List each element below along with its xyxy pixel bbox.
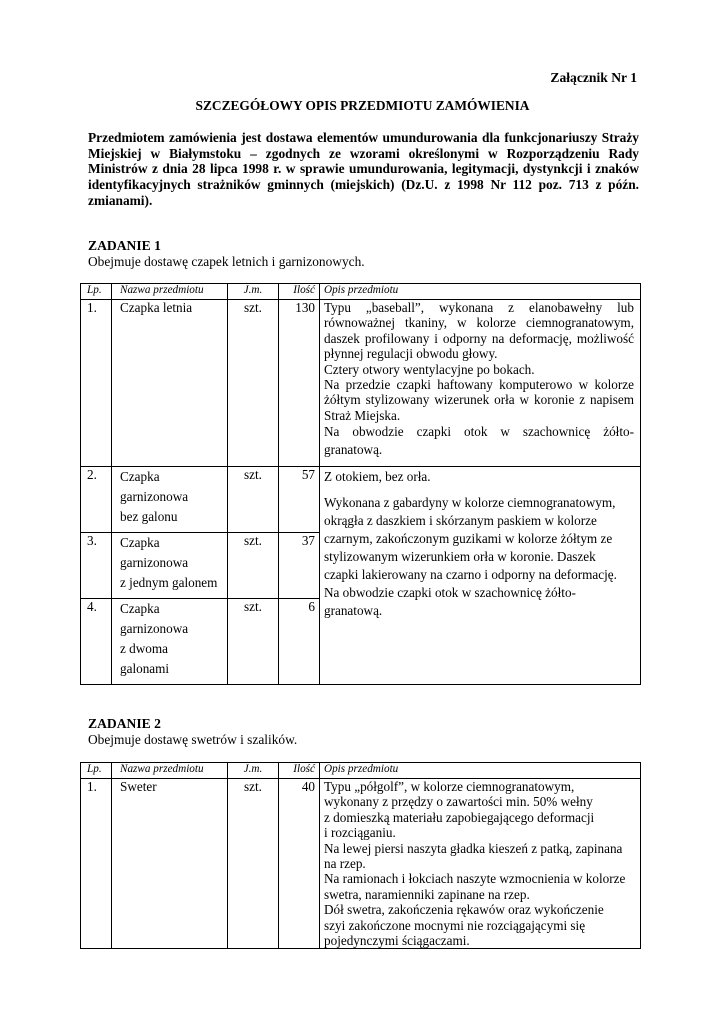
row-qty: 6 <box>279 599 320 685</box>
desc-line: na rzep. <box>324 856 366 872</box>
name-line: Czapka <box>120 601 160 616</box>
task2-table <box>80 762 641 949</box>
row-lp: 4. <box>81 599 112 685</box>
row-qty: 57 <box>279 467 320 533</box>
desc-line: granatową. <box>324 603 383 618</box>
name-line: garnizonowa <box>120 489 189 504</box>
col-header-name: Nazwa przedmiotu <box>112 284 228 300</box>
desc-line: Na obwodzie czapki otok w szachownicę żółto-granatową. <box>324 424 634 458</box>
row-name: Sweter <box>112 779 228 949</box>
shared-desc <box>320 467 641 685</box>
row-unit: szt. <box>228 533 279 599</box>
annex-label: Załącznik Nr 1 <box>550 70 637 85</box>
name-line: Czapka <box>120 535 160 550</box>
task1-description: Obejmuje dostawę czapek letnich i garnizonowych. <box>88 254 365 269</box>
row-desc <box>320 300 641 467</box>
col-header-unit: J.m. <box>228 284 279 300</box>
row-unit: szt. <box>228 779 279 949</box>
desc-line: Na lewej piersi naszyta gładka kieszeń z patką, zapinana <box>324 840 623 856</box>
table-row <box>81 779 641 949</box>
desc-line: Typu „baseball”, wykonana z elanobawełny lub równoważnej tkaniny, w kolorze ciemnogranatowym, daszek profilowany i odporny na deformację, możliwość płynnej regulacji obwodu głowy. <box>324 300 634 362</box>
desc-line: Na przedzie czapki haftowany komputerowo w kolorze żółtym stylizowany wizerunek orła w koronie z napisem Straż Miejska. <box>324 377 634 423</box>
document-title: SZCZEGÓŁOWY OPIS PRZEDMIOTU ZAMÓWIENIA <box>195 98 530 113</box>
row-unit: szt. <box>228 300 279 467</box>
table-header-row <box>81 284 641 300</box>
desc-line: Na ramionach i łokciach naszyte wzmocnienia w kolorze <box>324 871 626 887</box>
col-header-qty: Ilość <box>279 284 320 300</box>
desc-line: szyi zakończone mocnymi nie rozciągającymi się <box>324 917 586 933</box>
col-header-lp: Lp. <box>81 763 112 779</box>
row-name <box>112 467 228 533</box>
row-unit: szt. <box>228 599 279 685</box>
table-row <box>81 300 641 467</box>
desc-line: Typu „półgolf”, w kolorze ciemnogranatowym, <box>324 779 575 794</box>
desc-line: pojedynczymi ściągaczami. <box>324 933 470 949</box>
row-name <box>112 599 228 685</box>
desc-line: Z otokiem, bez orła. <box>324 469 431 484</box>
desc-line: okrągła z daszkiem i skórzanym paskiem w kolorze <box>324 513 597 528</box>
desc-line: Wykonana z gabardyny w kolorze ciemnogranatowym, <box>324 495 616 510</box>
table-header-row <box>81 763 641 779</box>
name-line: garnizonowa <box>120 621 189 636</box>
name-line: garnizonowa <box>120 555 189 570</box>
task2-heading: ZADANIE 2 <box>88 716 161 731</box>
name-line: Czapka <box>120 469 160 484</box>
desc-line: czarnym, zakończonym guzikami w kolorze żółtym ze <box>324 531 613 546</box>
desc-line: swetra, naramienniki zapinane na rzep. <box>324 886 530 902</box>
row-name <box>112 533 228 599</box>
row-lp: 3. <box>81 533 112 599</box>
desc-line: Na obwodzie czapki otok w szachownicę żółto- <box>324 585 576 600</box>
col-header-desc: Opis przedmiotu <box>320 284 641 300</box>
desc-line: i rozciąganiu. <box>324 825 396 841</box>
row-qty: 40 <box>279 779 320 949</box>
table-row <box>81 467 641 533</box>
row-name: Czapka letnia <box>112 300 228 467</box>
col-header-qty: Ilość <box>279 763 320 779</box>
desc-line: wykonany z przędzy o zawartości min. 50% wełny <box>324 794 593 810</box>
col-header-unit: J.m. <box>228 763 279 779</box>
desc-line: Cztery otwory wentylacyjne po bokach. <box>324 361 535 377</box>
row-qty: 37 <box>279 533 320 599</box>
row-lp: 1. <box>81 300 112 467</box>
task1-table <box>80 283 641 685</box>
name-line: bez galonu <box>120 509 178 524</box>
desc-line: z domieszką materiału zapobiegającego deformacji <box>324 809 595 825</box>
row-lp: 2. <box>81 467 112 533</box>
col-header-desc: Opis przedmiotu <box>320 763 641 779</box>
row-unit: szt. <box>228 467 279 533</box>
name-line: z jednym galonem <box>120 575 218 590</box>
col-header-name: Nazwa przedmiotu <box>112 763 228 779</box>
col-header-lp: Lp. <box>81 284 112 300</box>
name-line: z dwoma <box>120 641 168 656</box>
row-lp: 1. <box>81 779 112 949</box>
desc-line: Dół swetra, zakończenia rękawów oraz wykończenie <box>324 902 604 918</box>
row-qty: 130 <box>279 300 320 467</box>
row-desc <box>320 779 641 949</box>
name-line: galonami <box>120 661 170 676</box>
task1-heading: ZADANIE 1 <box>88 238 161 253</box>
desc-line: stylizowanym wizerunkiem orła w koronie. Daszek <box>324 549 596 564</box>
desc-line: czapki lakierowany na czarno i odporny na deformację. <box>324 567 617 582</box>
intro-paragraph: Przedmiotem zamówienia jest dostawa elementów umundurowania dla funkcjonariuszy Straży Miejskiej w Białymstoku – zgodnych ze wzorami określonymi w Rozporządzeniu Rady Ministrów z dnia 28 lipca 1998 r. w sprawie umundurowania, legitymacji, dystynkcji i znaków identyfikacyjnych strażników gminnych (miejskich) (Dz.U. z 1998 Nr 112 poz. 713 z późn. zmianami). <box>88 130 639 208</box>
task2-description: Obejmuje dostawę swetrów i szalików. <box>88 732 298 747</box>
